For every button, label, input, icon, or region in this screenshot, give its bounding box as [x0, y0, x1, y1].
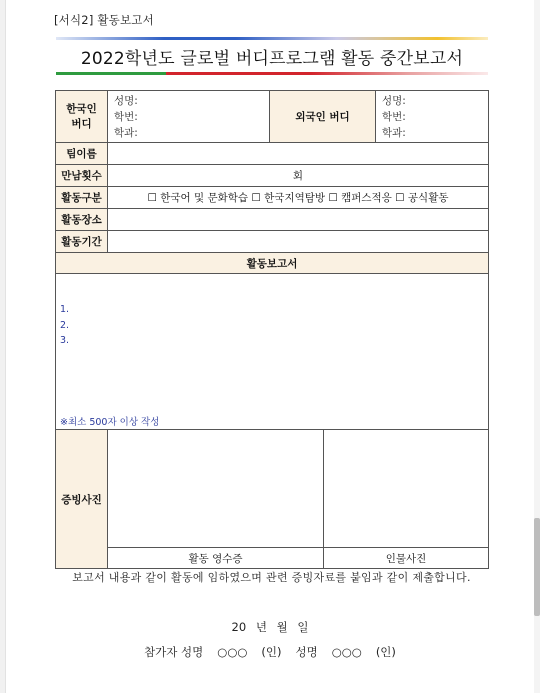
second-seal: (인) [375, 645, 396, 659]
title-decoration-blue [56, 37, 236, 40]
participant-name-label: 참가자 성명 [144, 645, 204, 659]
meeting-count-cell[interactable] [108, 165, 489, 187]
person-photo-caption: 인물사진 [324, 548, 489, 569]
activity-place-cell[interactable] [108, 209, 489, 231]
activity-type-row [56, 187, 489, 209]
meeting-count-label: 만남횟수 [56, 165, 108, 187]
receipt-photo-caption: 활동 영수증 [108, 548, 324, 569]
second-name-placeholder: ○○○ [331, 645, 362, 659]
name-field: 성명: [114, 94, 138, 107]
activity-place-label: 활동장소 [56, 209, 108, 231]
report-item-list [60, 302, 484, 349]
activity-place-row [56, 209, 489, 231]
participant-seal: (인) [261, 645, 282, 659]
submission-declaration: 보고서 내용과 같이 활동에 임하였으며 관련 증빙자료를 붙임과 같이 제출합니다. [72, 571, 471, 584]
team-name-row [56, 143, 489, 165]
foreign-buddy-label: 외국인 버디 [270, 91, 376, 143]
name-field: 성명: [382, 94, 406, 107]
report-body-row [56, 274, 489, 430]
document-title: 2022학년도 글로벌 버디프로그램 활동 중간보고서 [80, 49, 464, 69]
title-decoration-green [56, 72, 166, 75]
korean-buddy-fields[interactable] [108, 91, 270, 143]
evidence-photo-label: 증빙사진 [56, 430, 108, 569]
title-decoration-yellow [236, 37, 488, 40]
activity-period-row [56, 231, 489, 253]
korean-buddy-label: 한국인 버디 [56, 91, 108, 143]
meeting-count-row [56, 165, 489, 187]
photo-caption-row [56, 548, 489, 569]
team-name-cell[interactable] [108, 143, 489, 165]
team-name-label: 팀이름 [56, 143, 108, 165]
activity-type-label: 활동구분 [56, 187, 108, 209]
activity-type-options[interactable]: ☐ 한국어 및 문화학습 ☐ 한국지역탐방 ☐ 캠퍼스적응 ☐ 공식활동 [108, 187, 489, 209]
signature-line [100, 644, 440, 660]
list-item: 2. [60, 319, 70, 331]
participant-name-placeholder: ○○○ [217, 645, 248, 659]
second-name-label: 성명 [295, 645, 318, 659]
evidence-photo-row [56, 430, 489, 548]
department-field: 학과: [114, 126, 138, 139]
page-left-edge [0, 0, 6, 693]
foreign-buddy-fields[interactable] [376, 91, 489, 143]
list-item: 3. [60, 335, 70, 346]
student-id-field: 학번: [114, 110, 138, 123]
minimum-length-note: ※최소 500자 이상 작성 [60, 417, 160, 428]
title-decoration-red [166, 72, 488, 75]
activity-period-cell[interactable] [108, 231, 489, 253]
meeting-count-unit: 회 [292, 170, 304, 182]
vertical-scrollbar[interactable] [534, 0, 540, 693]
scrollbar-thumb[interactable] [534, 518, 540, 616]
list-item: 1. [60, 304, 70, 315]
department-field: 학과: [382, 126, 406, 139]
buddy-info-row [56, 91, 489, 143]
report-header-row [56, 253, 489, 274]
report-body-cell[interactable] [56, 274, 489, 430]
report-form-table [55, 90, 489, 569]
form-code-label: [서식2] 활동보고서 [54, 13, 154, 27]
receipt-photo-slot[interactable] [108, 430, 324, 548]
report-header: 활동보고서 [56, 253, 489, 274]
student-id-field: 학번: [382, 110, 406, 123]
date-line: 20 년 월 일 [231, 620, 309, 634]
person-photo-slot[interactable] [324, 430, 489, 548]
activity-period-label: 활동기간 [56, 231, 108, 253]
